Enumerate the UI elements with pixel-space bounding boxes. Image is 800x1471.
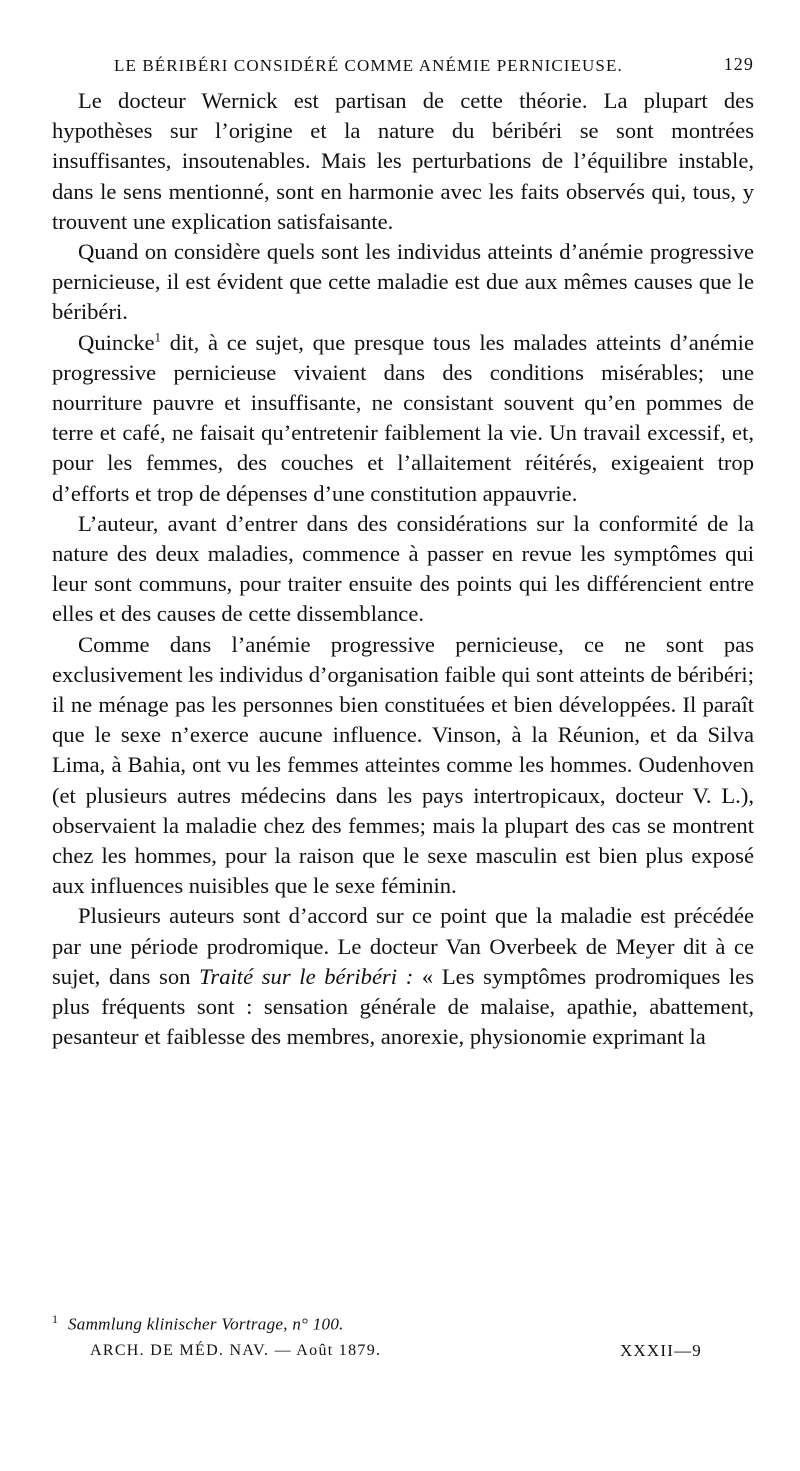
paragraph-2: Quand on considère quels sont les individus atteints d’anémie progressive pernicieuse, il est évident que cette maladie est due aux mêmes causes que le béribéri. bbox=[52, 239, 754, 325]
footnote-reference: 1 bbox=[154, 329, 162, 345]
footnote bbox=[52, 1312, 754, 1335]
footnote-text: Sammlung klinischer Vortrage, n° 100. bbox=[68, 1314, 344, 1334]
author-name-quincke: Quincke bbox=[78, 329, 155, 355]
article-text bbox=[52, 86, 754, 1053]
running-head bbox=[52, 52, 754, 82]
paragraph-6-text-end: « Les symptômes prodromiques les plus fréquents sont : sensation générale de malaise, apathie, abattement, pesanteur et faiblesse des membres, anorexie, physionomie exprimant la bbox=[52, 963, 754, 1050]
page-footer bbox=[52, 1340, 754, 1364]
book-title: Traité sur le béribéri : bbox=[199, 963, 414, 989]
paragraph-3-text: dit, à ce sujet, que presque tous les malades atteints d’anémie progressive pernicieuse vivaient dans des conditions misérables; une nourriture pauvre et insuffisante, ne consistant souvent qu’en pommes de terre et café, ne faisait qu’entretenir faiblement la vie. Un travail excessif, et, pour les femmes, des couches et l’allaitement réitérés, exigeaient trop d’efforts et trop de dépenses d’une constitution appauvrie. bbox=[52, 329, 754, 506]
paragraph-3 bbox=[52, 328, 754, 509]
paragraph-6-text-start: Plusieurs auteurs sont d’accord sur ce point que la maladie est précédée par une période prodromique. Le docteur Van Overbeek de Meyer dit à ce sujet, dans son bbox=[52, 903, 754, 989]
signature-mark: XXXII—9 bbox=[619, 1341, 702, 1360]
paragraph-5: Comme dans l’anémie progressive pernicieuse, ce ne sont pas exclusivement les individus d’organisation faible qui sont atteints de béribéri; il ne ménage pas les personnes bien constituées et bien développées. Il paraît que le sexe n’exerce aucune influence. Vinson, à la Réunion, et da Silva Lima, à Bahia, ont vu les femmes atteintes comme les hommes. Oudenhoven (et plusieurs autres médecins dans les pays intertropicaux, docteur V. L.), observaient la maladie chez des femmes; mais la plupart des cas se montrent chez les hommes, pour la raison que le sexe masculin est bien plus exposé aux influences nuisibles que le sexe féminin. bbox=[52, 631, 754, 899]
running-title: LE BÉRIBÉRI CONSIDÉRÉ COMME ANÉMIE PERNICIEUSE. bbox=[114, 56, 623, 75]
page-body bbox=[52, 86, 754, 1053]
footnote-mark: 1 bbox=[52, 1312, 58, 1326]
journal-reference: ARCH. DE MÉD. NAV. — Août 1879. bbox=[90, 1342, 382, 1359]
page-number: 129 bbox=[723, 54, 754, 74]
paragraph-1: Le docteur Wernick est partisan de cette théorie. La plupart des hypothèses sur l’origine et la nature du béribéri se sont montrées insuffisantes, insoutenables. Mais les perturbations de l’équilibre instable, dans le sens mentionné, sont en harmonie avec les faits observés qui, tous, y trouvent une explication satisfaisante. bbox=[52, 88, 754, 234]
paragraph-4: L’auteur, avant d’entrer dans des considérations sur la conformité de la nature des deux maladies, commence à passer en revue les symptômes qui leur sont communs, pour traiter ensuite des points qui les différencient entre elles et des causes de cette dissemblance. bbox=[52, 510, 754, 627]
paragraph-6 bbox=[52, 901, 754, 1052]
